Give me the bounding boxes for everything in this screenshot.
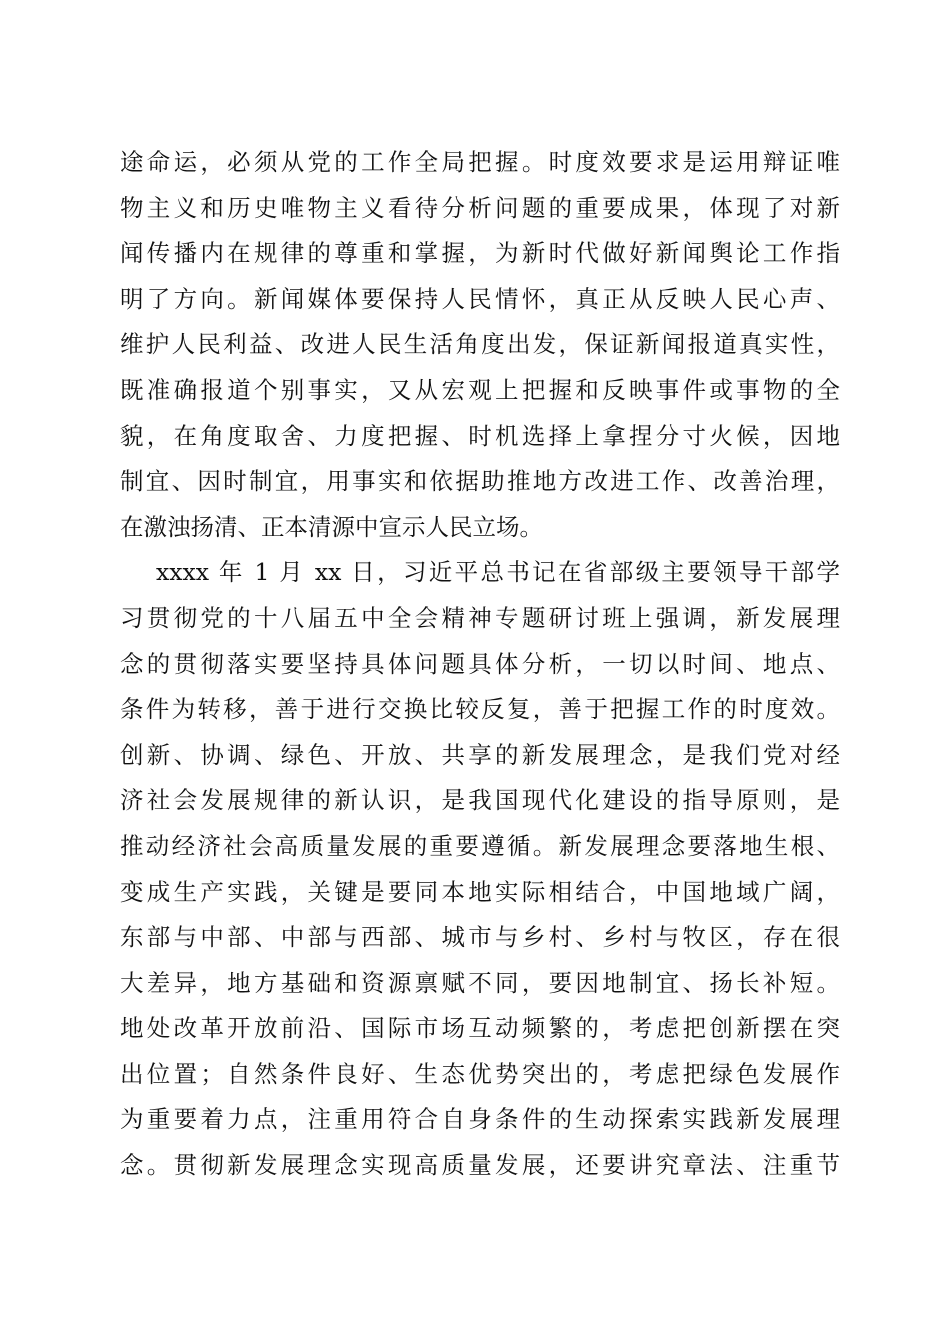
paragraph-1 (120, 140, 840, 550)
text-line: 习贯彻党的十八届五中全会精神专题研讨班上强调，新发展理 (120, 603, 840, 632)
text-line: 明了方向。新闻媒体要保持人民情怀，真正从反映人民心声、 (120, 284, 840, 313)
text-line: 既准确报道个别事实，又从宏观上把握和反映事件或事物的全 (120, 375, 840, 404)
text-line: 变成生产实践，关键是要同本地实际相结合，中国地域广阔， (120, 877, 840, 906)
text-line: 在激浊扬清、正本清源中宣示人民立场。 (120, 512, 543, 541)
text-line: 维护人民利益、改进人民生活角度出发，保证新闻报道真实性， (120, 330, 840, 359)
text-line: 为重要着力点，注重用符合自身条件的生动探索实践新发展理 (120, 1105, 840, 1134)
text-line: 推动经济社会高质量发展的重要遵循。新发展理念要落地生根、 (120, 831, 840, 860)
text-line: 地处改革开放前沿、国际市场互动频繁的，考虑把创新摆在突 (120, 1014, 840, 1043)
text-line: 貌，在角度取舍、力度把握、时机选择上拿捏分寸火候，因地 (120, 421, 840, 450)
paragraph-2 (120, 550, 840, 1188)
text-line: 条件为转移，善于进行交换比较反复，善于把握工作的时度效。 (120, 695, 840, 724)
text-line: 出位置；自然条件良好、生态优势突出的，考虑把绿色发展作 (120, 1059, 840, 1088)
text-line: 念的贯彻落实要坚持具体问题具体分析，一切以时间、地点、 (120, 649, 840, 678)
text-line: 创新、协调、绿色、开放、共享的新发展理念，是我们党对经 (120, 740, 840, 769)
text-line: 制宜、因时制宜，用事实和依据助推地方改进工作、改善治理， (120, 467, 840, 496)
text-line: 济社会发展规律的新认识，是我国现代化建设的指导原则，是 (120, 786, 840, 815)
text-line: 大差异，地方基础和资源禀赋不同，要因地制宜、扬长补短。 (120, 968, 840, 997)
text-line: 闻传播内在规律的尊重和掌握，为新时代做好新闻舆论工作指 (120, 239, 840, 268)
text-line: 途命运，必须从党的工作全局把握。时度效要求是运用辩证唯 (120, 148, 840, 176)
text-line: 物主义和历史唯物主义看待分析问题的重要成果，体现了对新 (120, 193, 840, 222)
text-line: 东部与中部、中部与西部、城市与乡村、乡村与牧区，存在很 (120, 923, 840, 952)
text-line: xxxx 年 1 月 xx 日，习近平总书记在省部级主要领导干部学 (156, 558, 840, 587)
body-text (120, 140, 840, 1189)
text-line: 念。贯彻新发展理念实现高质量发展，还要讲究章法、注重节 (120, 1151, 840, 1180)
